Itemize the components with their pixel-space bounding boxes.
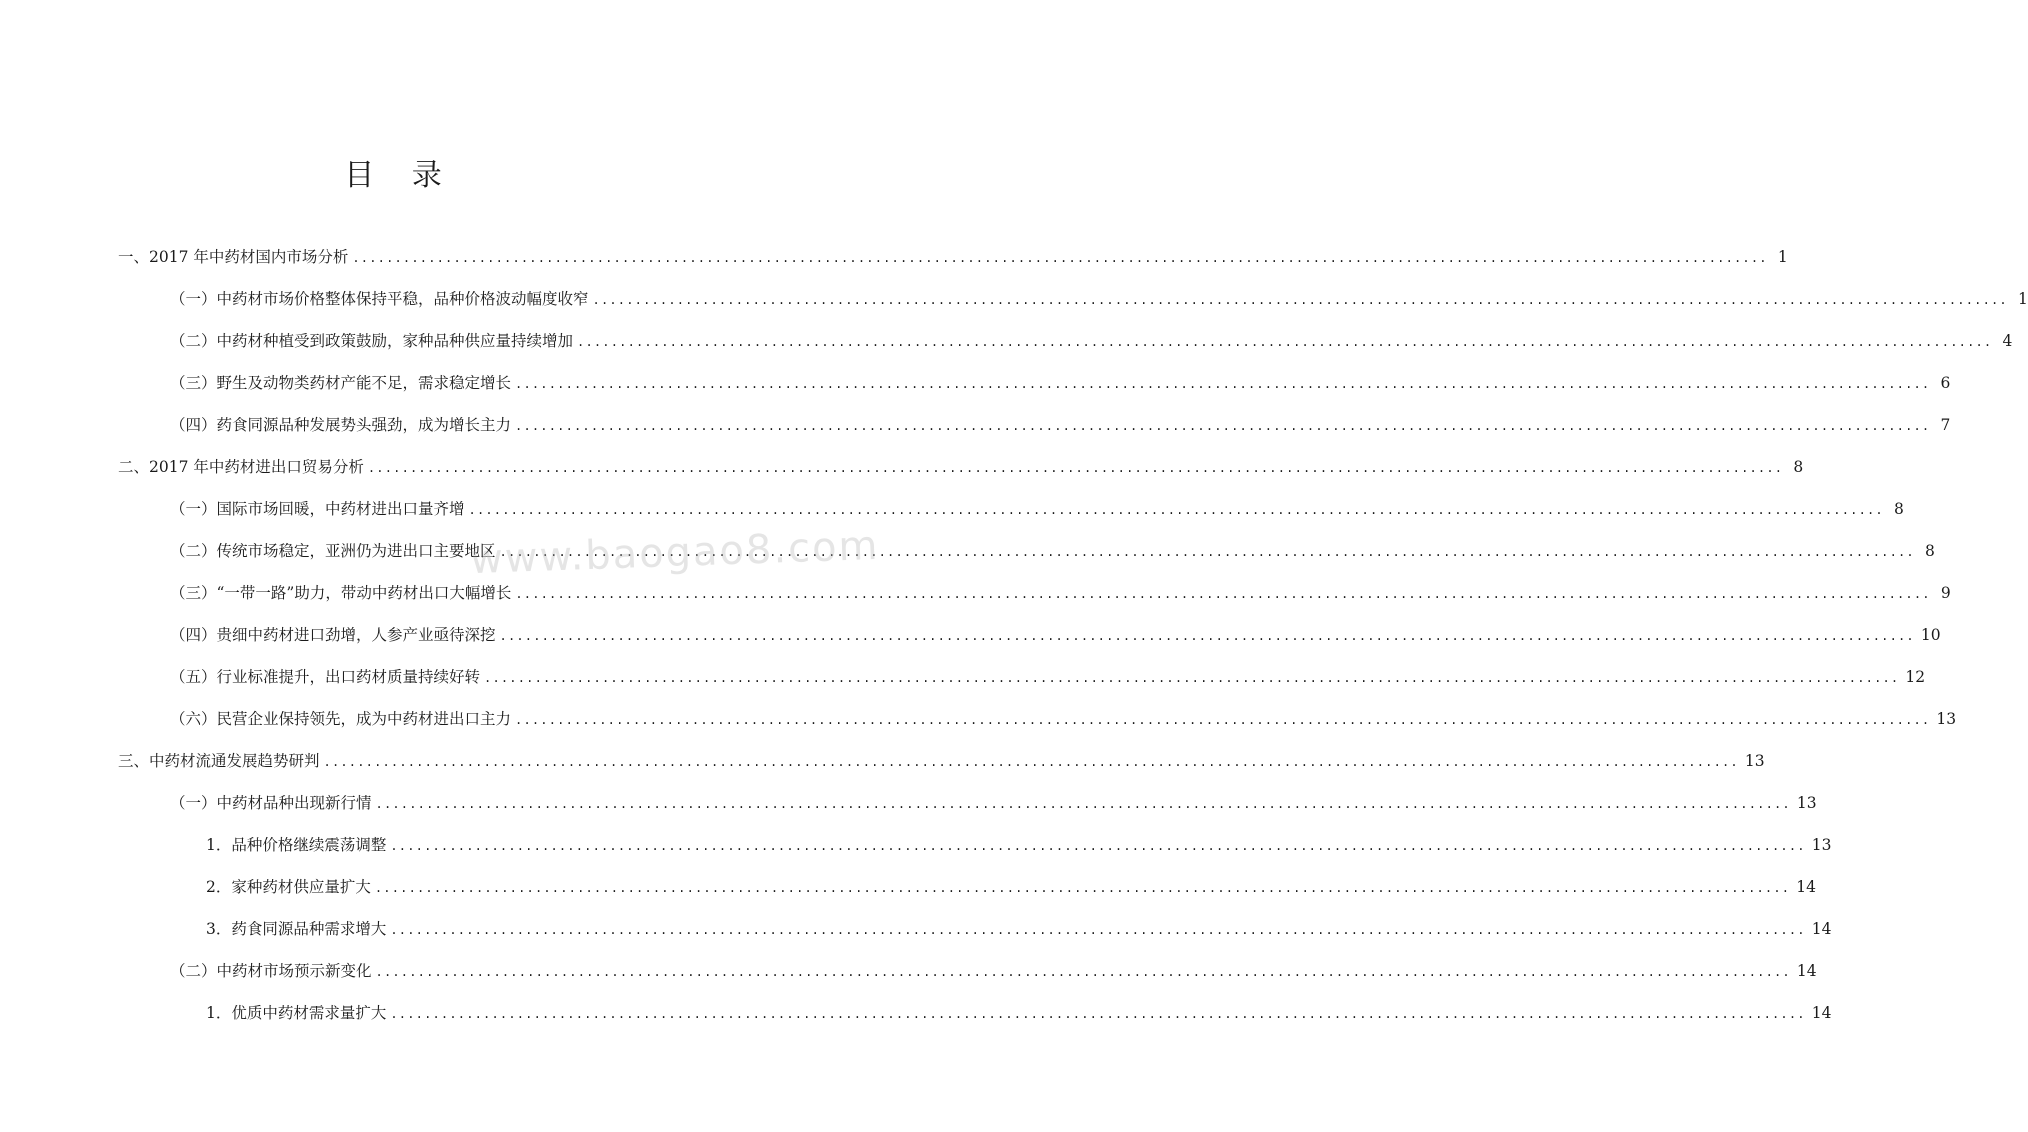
toc-entry-text: 1．优质中药材需求量扩大: [206, 1004, 387, 1022]
toc-dot-leader: [469, 495, 1884, 525]
toc-page-number: 13: [1936, 710, 1957, 728]
toc-entry[interactable]: [170, 662, 1926, 692]
toc-dot-leader: [500, 621, 1915, 651]
toc-entry-text: （三）“一带一路”助力，带动中药材出口大幅增长: [170, 584, 512, 602]
toc-entry[interactable]: [206, 914, 1832, 944]
toc-entry[interactable]: [206, 872, 1816, 902]
toc-entry-text: （二）中药材市场预示新变化: [170, 962, 372, 980]
toc-entry[interactable]: [118, 746, 1765, 776]
toc-entry[interactable]: [170, 326, 2013, 356]
toc-entry[interactable]: [170, 536, 1935, 566]
toc-entry-text: （四）药食同源品种发展势头强劲，成为增长主力: [170, 416, 512, 434]
toc-entry-text: 二、2017 年中药材进出口贸易分析: [118, 458, 364, 476]
toc-entry-text: 一、2017 年中药材国内市场分析: [118, 248, 349, 266]
toc-entry[interactable]: [170, 620, 1941, 650]
toc-entry[interactable]: [170, 494, 1904, 524]
toc-page-number: 14: [1811, 920, 1832, 938]
toc-entry-text: （三）野生及动物类药材产能不足，需求稳定增长: [170, 374, 512, 392]
toc-page-number: 4: [2002, 332, 2013, 350]
toc-entry-text: 1．品种价格继续震荡调整: [206, 836, 387, 854]
toc-page-number: 1: [1777, 248, 1788, 266]
toc-page-number: 8: [1793, 458, 1804, 476]
toc-entry[interactable]: [170, 368, 1951, 398]
toc-entry-text: （六）民营企业保持领先，成为中药材进出口主力: [170, 710, 512, 728]
toc-dot-leader: [593, 285, 2008, 315]
toc-entry-text: （一）中药材市场价格整体保持平稳，品种价格波动幅度收窄: [170, 290, 589, 308]
toc-page-number: 12: [1905, 668, 1926, 686]
toc-dot-leader: [390, 999, 1805, 1029]
toc-entry-text: （二）传统市场稳定，亚洲仍为进出口主要地区: [170, 542, 496, 560]
toc-page-number: 9: [1940, 584, 1951, 602]
toc-entry[interactable]: [170, 956, 1817, 986]
toc-dot-leader: [390, 915, 1805, 945]
toc-dot-leader: [375, 873, 1790, 903]
toc-entry[interactable]: [118, 452, 1804, 482]
toc-page-number: 8: [1924, 542, 1935, 560]
toc-entry[interactable]: [170, 788, 1817, 818]
toc-dot-leader: [324, 747, 1739, 777]
toc-dot-leader: [376, 957, 1791, 987]
toc-dot-leader: [376, 789, 1791, 819]
toc-page-number: 14: [1796, 962, 1817, 980]
toc-dot-leader: [368, 453, 1783, 483]
toc-dot-leader: [577, 327, 1992, 357]
toc-entry[interactable]: [170, 410, 1951, 440]
toc-dot-leader: [352, 243, 1767, 273]
toc-entry-text: （四）贵细中药材进口劲增，人参产业亟待深挖: [170, 626, 496, 644]
toc-page-number: 8: [1893, 500, 1904, 518]
toc-dot-leader: [515, 705, 1930, 735]
toc-dot-leader: [515, 579, 1930, 609]
toc-page-number: 6: [1940, 374, 1951, 392]
toc-entry[interactable]: [170, 578, 1951, 608]
page-title: 目 录: [344, 158, 456, 193]
toc-dot-leader: [484, 663, 1899, 693]
toc-page-number: 14: [1796, 878, 1816, 896]
toc-entry-text: （五）行业标准提升，出口药材质量持续好转: [170, 668, 481, 686]
toc-page-number: 14: [1811, 1004, 1832, 1022]
watermark: www.baogao8.com: [469, 522, 881, 584]
toc-entry-text: 3．药食同源品种需求增大: [206, 920, 387, 938]
toc-entry-text: （一）中药材品种出现新行情: [170, 794, 372, 812]
toc-page-number: 13: [1796, 794, 1817, 812]
toc-page-number: 7: [1940, 416, 1951, 434]
toc-entry-text: 三、中药材流通发展趋势研判: [118, 752, 320, 770]
toc-page-number: 13: [1811, 836, 1832, 854]
toc-dot-leader: [500, 537, 1915, 567]
toc-entry[interactable]: [118, 242, 1788, 272]
toc-entry[interactable]: [206, 998, 1832, 1028]
toc-dot-leader: [515, 369, 1930, 399]
toc-page-number: 10: [1920, 626, 1941, 644]
toc-dot-leader: [390, 831, 1805, 861]
toc-page-number: 13: [1744, 752, 1765, 770]
toc-page-number: 1: [2017, 290, 2028, 308]
toc-entry[interactable]: [170, 284, 2028, 314]
toc-entry[interactable]: [206, 830, 1832, 860]
toc-dot-leader: [515, 411, 1930, 441]
toc-entry[interactable]: [170, 704, 1957, 734]
toc-entry-text: （二）中药材种植受到政策鼓励，家种品种供应量持续增加: [170, 332, 574, 350]
toc-entry-text: （一）国际市场回暖，中药材进出口量齐增: [170, 500, 465, 518]
toc-entry-text: 2．家种药材供应量扩大: [206, 878, 371, 896]
